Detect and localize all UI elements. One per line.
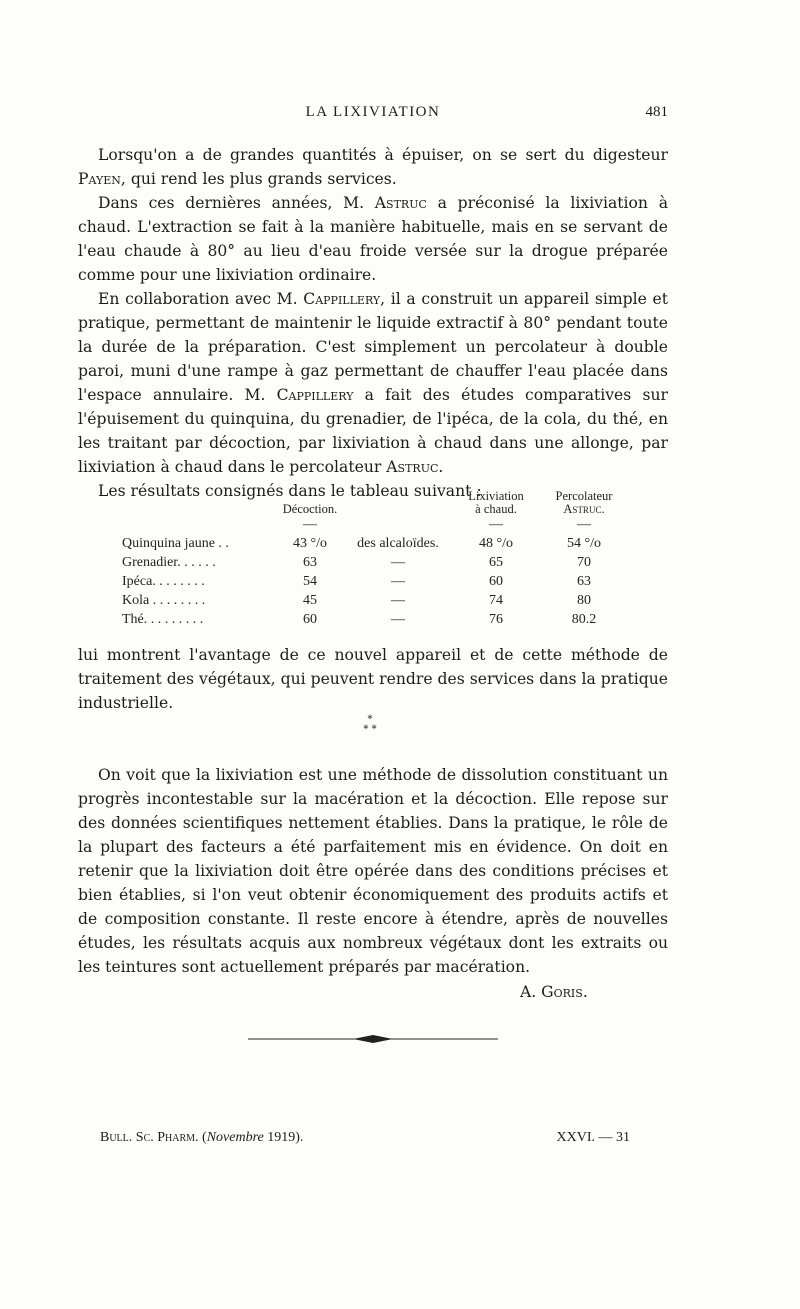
text-run: a préconisé la lixiviation à chaud. L'extraction se fait à la manière habituelle, mais en se servant de l'eau chaude à 80° au lieu d'eau froide versée sur la drogue préparée comme pour une lixiviation ordinaire. xyxy=(78,194,668,284)
asterism xyxy=(350,715,390,745)
row-label: Ipéca. . . . . . . . xyxy=(122,573,205,589)
table-cell xyxy=(118,516,276,534)
lixiviation-value: 60 xyxy=(489,573,503,589)
body-text-top xyxy=(78,143,668,503)
percolateur-value: 54 °/o xyxy=(567,535,601,551)
header-label: Astruc. xyxy=(563,502,605,516)
running-header xyxy=(78,104,668,126)
row-label: Grenadier. . . . . . xyxy=(122,554,216,570)
asterism-star: * xyxy=(367,714,373,725)
decoction-value: 45 xyxy=(303,592,317,608)
paragraph-final: On voit que la lixiviation est une méthode de dissolution constituant un progrès incontestable sur la macération et la décoction. Elle repose sur des données scientifiques nettement établies. Dans la pratique, le rôle de la plupart des facteurs a été parfaitement mis en évidence. On doit en retenir que la lixiviation doit être opérée dans des conditions précises et bien établies, si l'on veut obtenir économiquement des produits actifs et de composition constante. Il reste encore à étendre, après de nouvelles études, les résultats acquis aux nombreux végétaux dont les extraits ou les teintures sont actuellement préparés par macération. xyxy=(78,766,668,976)
header-blank xyxy=(118,490,276,516)
header-note-blank xyxy=(344,490,452,516)
citation-month: Novembre xyxy=(206,1130,264,1145)
lixiviation-value: 76 xyxy=(489,611,503,627)
paragraph-digesteur xyxy=(78,143,668,191)
lixiviation-value: 48 °/o xyxy=(479,535,513,551)
volume-signature: XXVI. — 31 xyxy=(556,1130,630,1145)
header-label: Percolateur xyxy=(555,489,613,503)
row-note: — xyxy=(391,573,405,589)
percolateur-value: 70 xyxy=(577,554,591,570)
row-label: Thé. . . . . . . . . xyxy=(122,611,204,627)
table-cell: — xyxy=(303,517,317,532)
journal-citation xyxy=(100,1130,303,1146)
text-run: . xyxy=(438,458,444,476)
header-percolateur xyxy=(540,490,628,516)
citation-text: Bull. Sc. Pharm. ( xyxy=(100,1130,207,1145)
text-run: En collaboration avec M. xyxy=(98,290,304,308)
author-name: Astruc xyxy=(386,458,439,476)
paragraph-conclusion-table: lui montrent l'avantage de ce nouvel appareil et de cette méthode de traitement des végétaux, qui peuvent rendre des services dans la pratique industrielle. xyxy=(78,646,668,712)
author-name: Astruc xyxy=(374,194,427,212)
table-cell: — xyxy=(489,517,503,532)
row-note: — xyxy=(391,592,405,608)
row-label: Kola . . . . . . . . xyxy=(122,592,206,608)
results-table xyxy=(118,490,628,629)
text-run: Lorsqu'on a de grandes quantités à épuiser, on se sert du digesteur xyxy=(98,146,668,164)
section-end-ornament xyxy=(248,1033,498,1045)
table-row xyxy=(118,553,628,572)
percolateur-value: 80.2 xyxy=(571,611,597,627)
table-row xyxy=(118,610,628,629)
text-run: , qui rend les plus grands services. xyxy=(120,170,397,188)
header-label: Lixiviation xyxy=(468,489,524,503)
header-lixiviation xyxy=(452,490,540,516)
paragraph-results-intro: Les résultats consignés dans le tableau suivant : xyxy=(98,482,482,500)
row-note: — xyxy=(391,554,405,570)
table-cell: — xyxy=(577,517,591,532)
table-row xyxy=(118,572,628,591)
asterism-star: * * xyxy=(363,724,377,735)
author-name: Cappillery xyxy=(276,386,354,404)
table-cell xyxy=(344,516,452,534)
row-label: Quinquina jaune . . xyxy=(122,535,229,551)
paragraph-cappillery xyxy=(78,287,668,479)
header-label: Décoction. xyxy=(282,502,338,516)
lixiviation-value: 74 xyxy=(489,592,503,608)
body-text-middle xyxy=(78,643,668,715)
table-row xyxy=(118,534,628,553)
decoction-value: 63 xyxy=(303,554,317,570)
author-signature: A. Goris. xyxy=(520,983,588,1001)
header-label: à chaud. xyxy=(475,502,517,516)
text-run: Dans ces dernières années, M. xyxy=(98,194,375,212)
running-title: LA LIXIVIATION xyxy=(305,104,441,120)
author-name: Payen xyxy=(78,170,121,188)
decoction-value: 54 xyxy=(303,573,317,589)
decoction-value: 43 °/o xyxy=(293,535,327,551)
paragraph-astruc xyxy=(78,191,668,287)
table-header-row xyxy=(118,490,628,516)
body-text-bottom xyxy=(78,763,668,979)
text-run: a fait des études comparatives sur l'épuisement du quinquina, du grenadier, de l'ipéca, de la cola, du thé, en les traitant par décoction, par lixiviation à chaud dans une allonge, par lixiviation à chaud dans le percolateur xyxy=(78,386,668,476)
header-decoction xyxy=(276,490,344,516)
lixiviation-value: 65 xyxy=(489,554,503,570)
author-name: Cappillery xyxy=(303,290,381,308)
citation-text: 1919). xyxy=(263,1130,304,1145)
text-run: , il a construit un appareil simple et pratique, permettant de maintenir le liquide extractif à 80° pendant toute la durée de la préparation. C'est simplement un percolateur à double paroi, muni d'une rampe à gaz permettant de chauffer l'eau placée dans l'espace annulaire. M. xyxy=(78,290,668,404)
row-note: — xyxy=(391,611,405,627)
row-note: des alcaloïdes. xyxy=(357,535,439,551)
page-number: 481 xyxy=(645,104,668,120)
table-row xyxy=(118,591,628,610)
decoction-value: 60 xyxy=(303,611,317,627)
table-rule-row xyxy=(118,516,628,534)
percolateur-value: 63 xyxy=(577,573,591,589)
percolateur-value: 80 xyxy=(577,592,591,608)
